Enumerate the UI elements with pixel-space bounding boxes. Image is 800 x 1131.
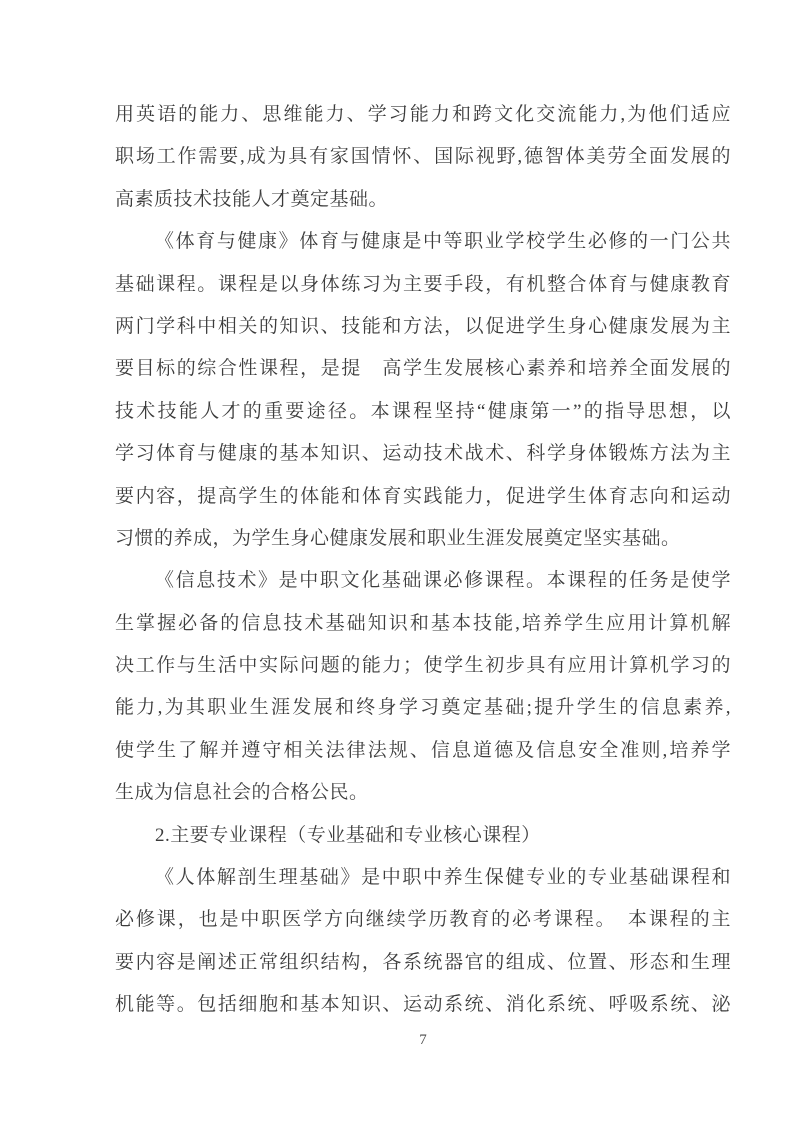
text-line: 习惯的养成，为学生身心健康发展和职业生涯发展奠定坚实基础。: [115, 527, 681, 549]
text-line: 生成为信息社会的合格公民。: [115, 782, 369, 804]
text-line: 用英语的能力、思维能力、学习能力和跨文化交流能力,为他们适应: [115, 104, 731, 125]
text-line: 要内容是阐述正常组织结构，各系统器官的组成、位置、形态和生理: [115, 951, 731, 973]
text-line: 两门学科中相关的知识、技能和方法，以促进学生身心健康发展为主: [115, 315, 731, 337]
document-body-text: [115, 94, 731, 1027]
para-anatomy-course: [115, 857, 731, 1027]
text-line: 使学生了解并遵守相关法律法规、信息道德及信息安全准则,培养学: [115, 739, 731, 761]
text-line: 技术技能人才的重要途径。本课程坚持“健康第一”的指导思想，以: [115, 400, 731, 422]
text-line: 《体育与健康》体育与健康是中等职业学校学生必修的一门公共: [155, 231, 731, 253]
para-english-course-tail: [115, 94, 731, 221]
text-line: 高素质技术技能人才奠定基础。: [115, 188, 389, 210]
para-pe-health-course: [115, 221, 731, 560]
text-line: 必修课，也是中职医学方向继续学历教育的必考课程。 本课程的主: [115, 909, 731, 931]
text-line: 职场工作需要,成为具有家国情怀、国际视野,德智体美劳全面发展的: [115, 146, 731, 168]
text-line: 《信息技术》是中职文化基础课必修课程。本课程的任务是使学: [155, 570, 731, 592]
text-line: 要内容，提高学生的体能和体育实践能力，促进学生体育志向和运动: [115, 485, 731, 507]
text-line: 要目标的综合性课程，是提 高学生发展核心素养和培养全面发展的: [115, 358, 731, 380]
text-line: 决工作与生活中实际问题的能力；使学生初步具有应用计算机学习的: [115, 655, 731, 677]
text-line: 学习体育与健康的基本知识、运动技术战术、科学身体锻炼方法为主: [115, 443, 731, 465]
page-number: 7: [419, 1032, 427, 1048]
text-line: 《人体解剖生理基础》是中职中养生保健专业的专业基础课程和: [155, 867, 731, 889]
para-heading-major-courses: [115, 815, 731, 857]
text-line: 能力,为其职业生涯发展和终身学习奠定基础;提升学生的信息素养,: [115, 697, 731, 719]
text-line: 生掌握必备的信息技术基础知识和基本技能,培养学生应用计算机解: [115, 612, 731, 634]
text-line: 基础课程。课程是以身体练习为主要手段，有机整合体育与健康教育: [115, 273, 731, 295]
text-line: 2.主要专业课程（专业基础和专业核心课程）: [155, 824, 541, 846]
text-line: 机能等。包括细胞和基本知识、运动系统、消化系统、呼吸系统、泌: [115, 994, 731, 1016]
para-it-course: [115, 560, 731, 814]
